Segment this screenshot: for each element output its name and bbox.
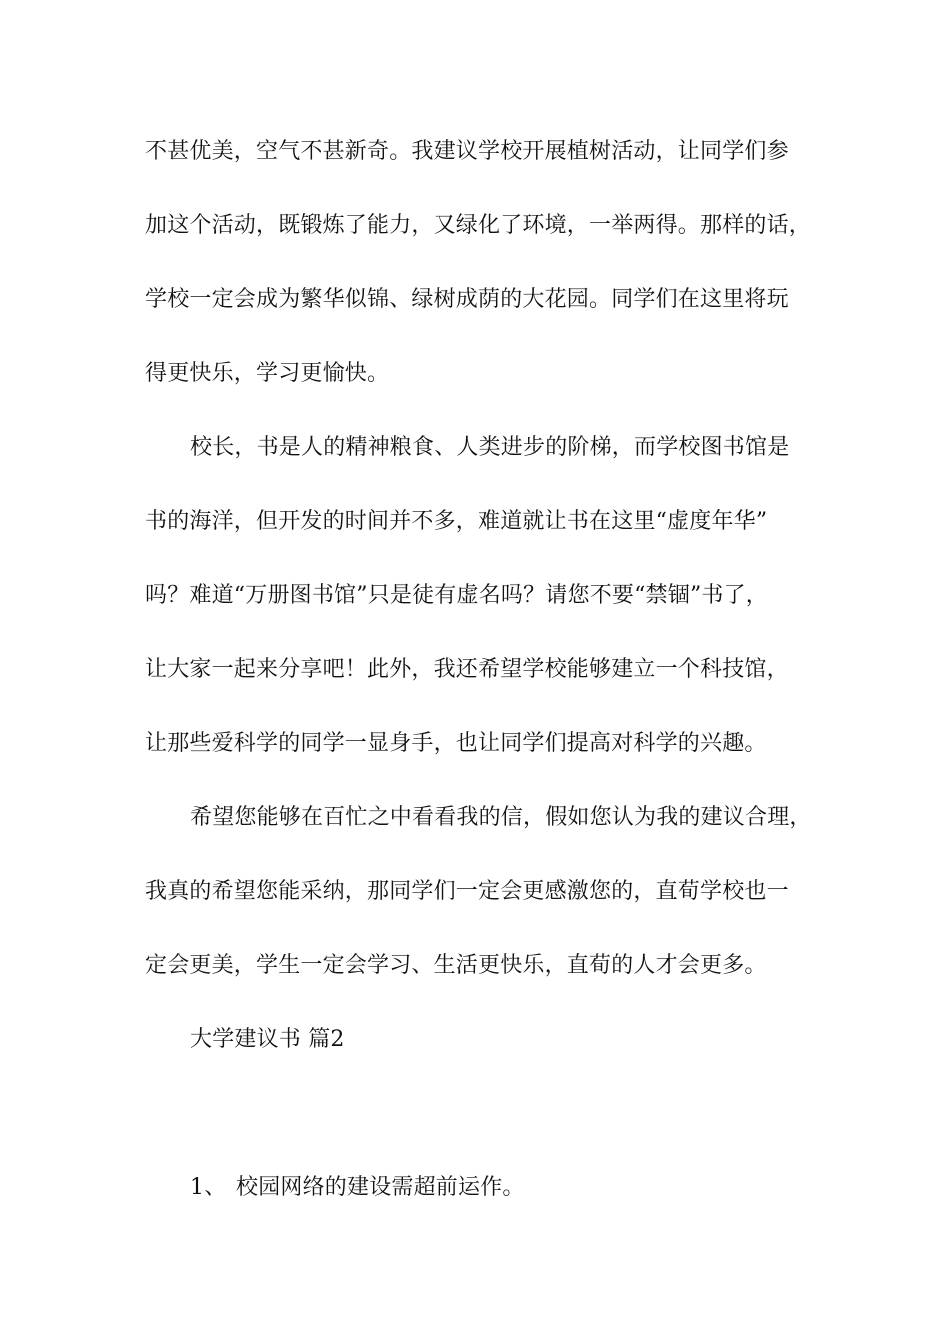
paragraph-line: 我真的希望您能采纳，那同学们一定会更感激您的，直荀学校也一 [145,879,789,904]
section-heading: 大学建议书 篇2 [190,1027,345,1052]
paragraph-line: 学校一定会成为繁华似锦、绿树成荫的大花园。同学们在这里将玩 [145,287,789,312]
paragraph-line: 让那些爱科学的同学一显身手，也让同学们提高对科学的兴趣。 [145,731,767,756]
list-item-number: 1、 [190,1175,227,1200]
paragraph-line: 让大家一起来分享吧！此外，我还希望学校能够建立一个科技馆， [145,657,789,682]
paragraph-line: 校长，书是人的精神粮食、人类进步的阶梯，而学校图书馆是 [190,435,790,460]
paragraph-line: 定会更美，学生一定会学习、生活更快乐，直荀的人才会更多。 [145,953,767,978]
paragraph-line: 不甚优美，空气不甚新奇。我建议学校开展植树活动，让同学们参 [145,139,789,164]
paragraph-line: 书的海洋，但开发的时间并不多，难道就让书在这里“虚度年华” [145,509,768,534]
paragraph-line: 吗？难道“万册图书馆”只是徒有虚名吗？请您不要“禁锢”书了， [145,583,768,608]
paragraph-line: 希望您能够在百忙之中看看我的信，假如您认为我的建议合理， [190,805,812,830]
paragraph-line: 加这个活动，既锻炼了能力，又绿化了环境，一举两得。那样的话， [145,213,812,238]
paragraph-line: 得更快乐，学习更愉快。 [145,361,390,386]
list-item-text: 校园网络的建设需超前运作。 [236,1175,525,1200]
